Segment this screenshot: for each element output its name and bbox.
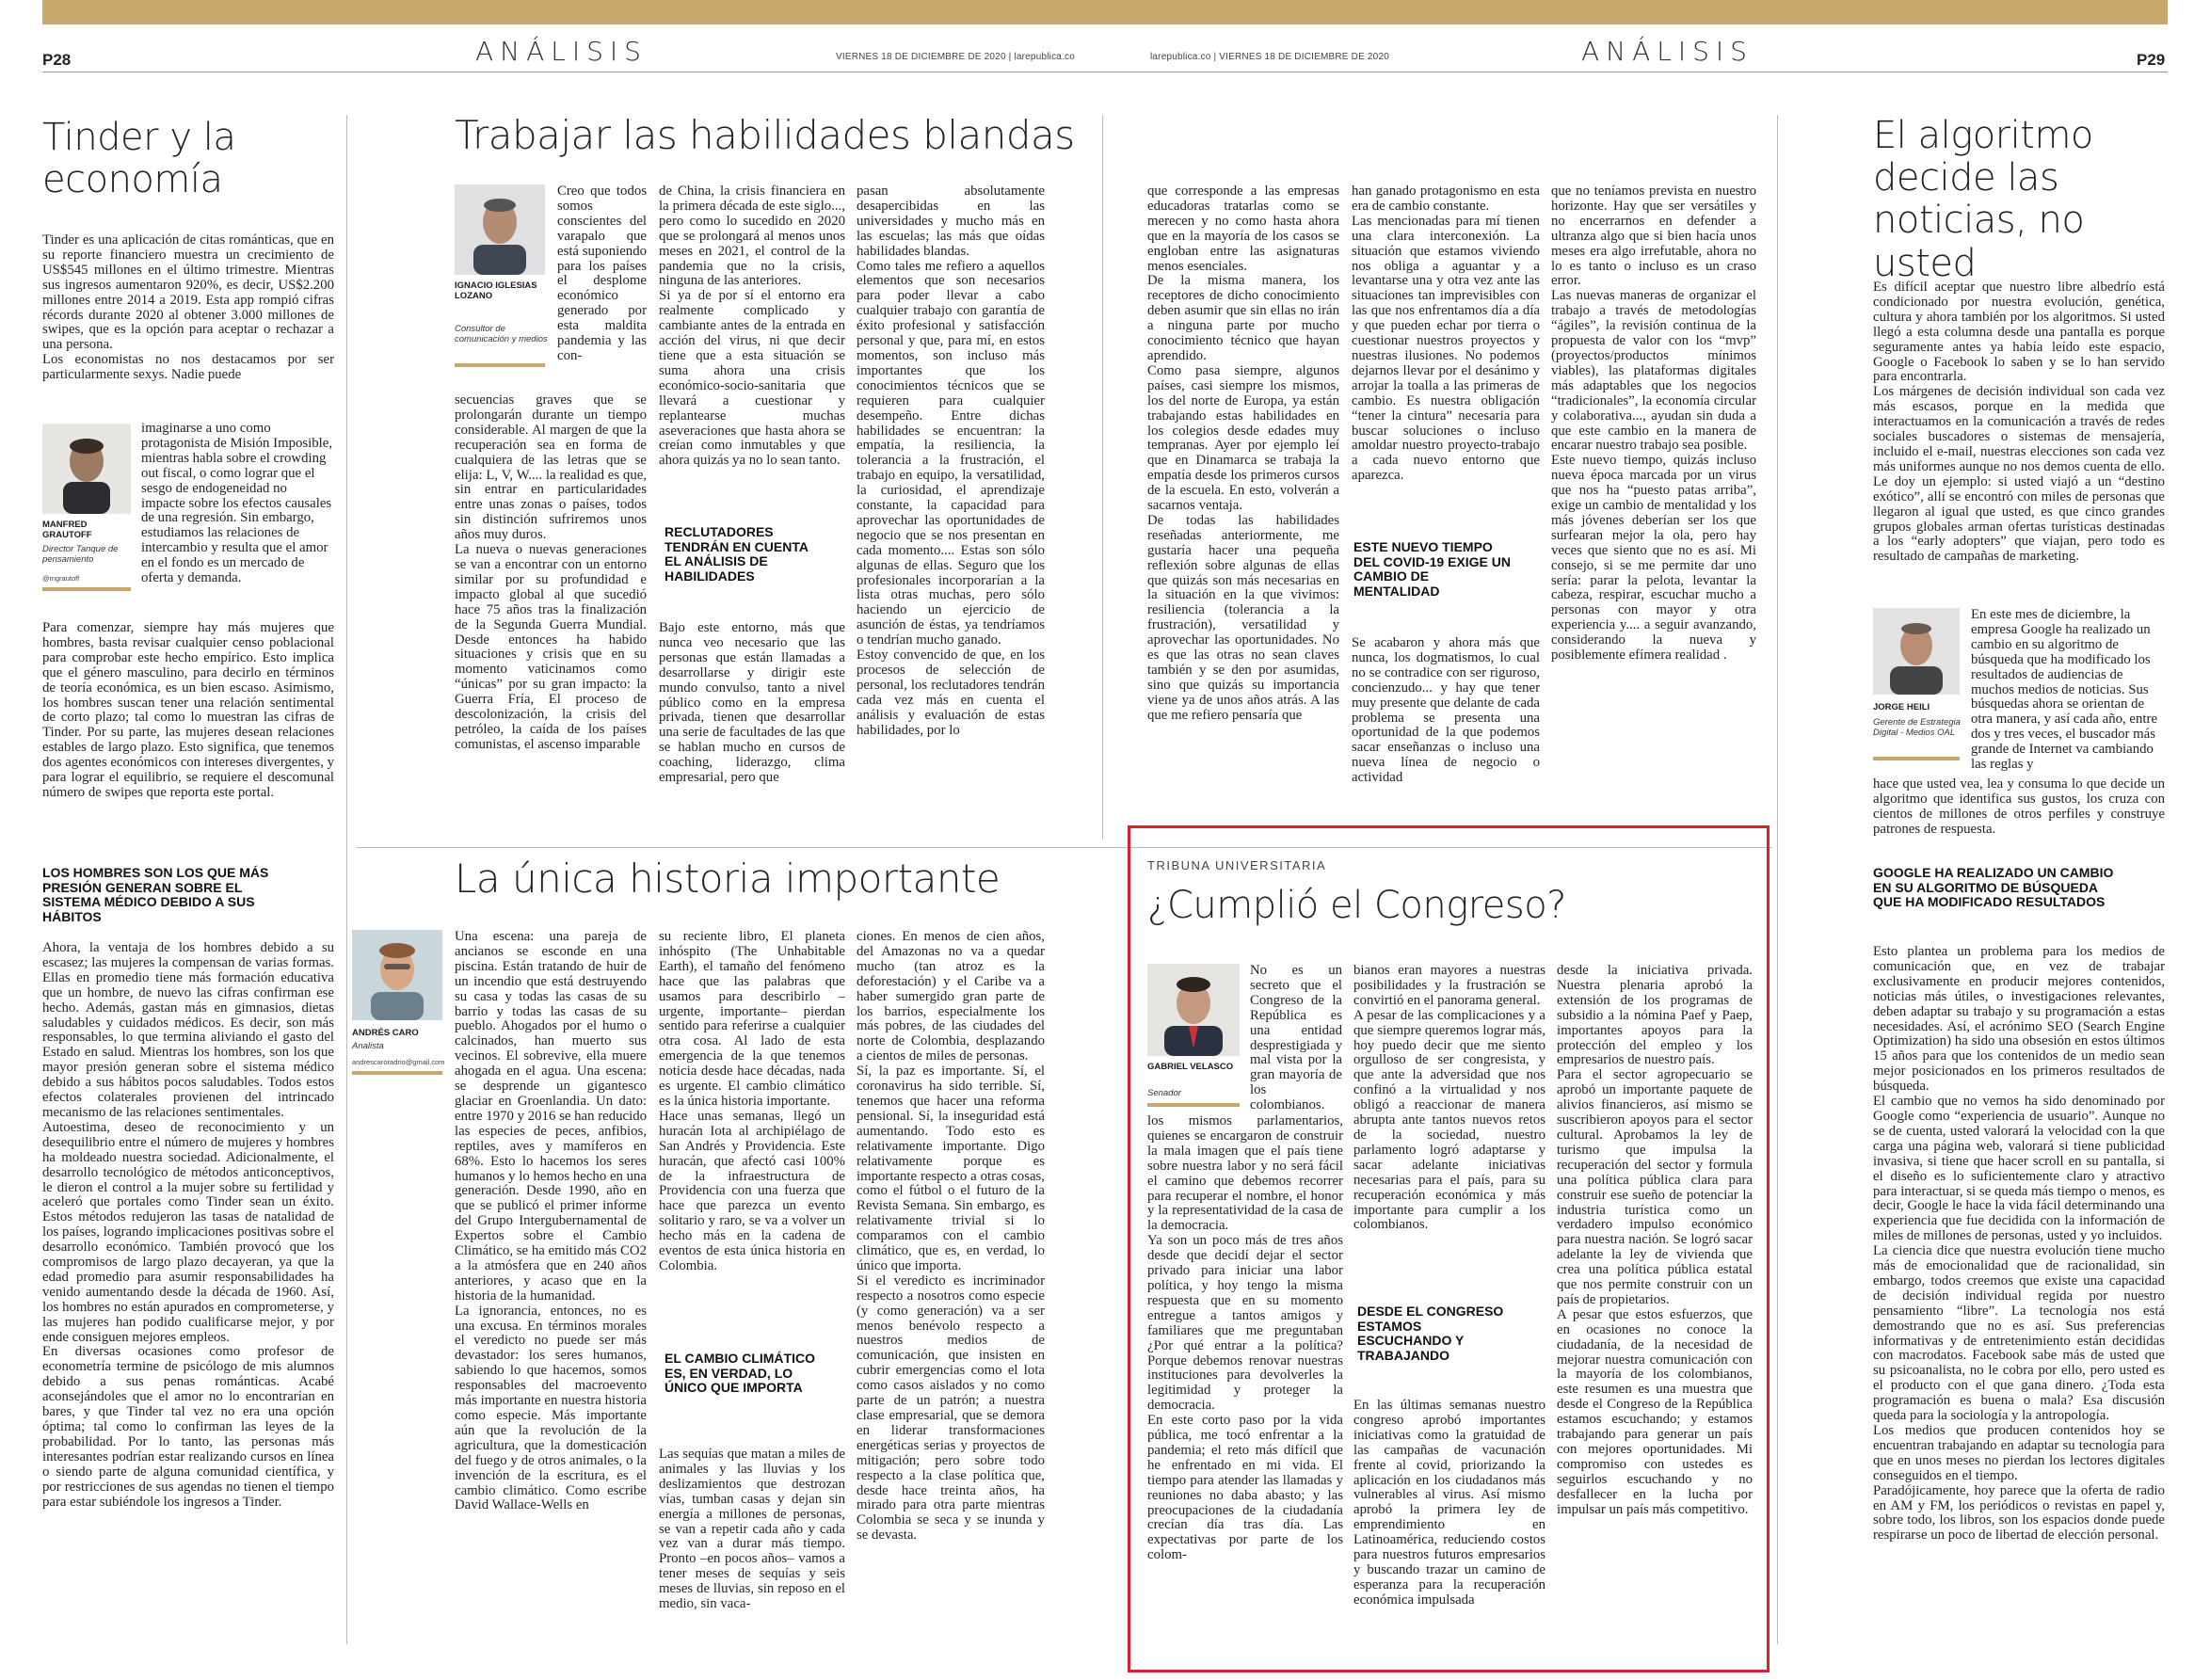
article-body: hace que usted vea, lea y consuma lo que decide un algoritmo que identifica sus gustos, los cruza con cientos de millones de otros perfiles y construye patrones de respuesta. [1873,777,2165,837]
article-subhead: ESTE NUEVO TIEMPO DEL COVID-19 EXIGE UN CAMBIO DE MENTALIDAD [1353,539,1512,599]
author-handle: @mgrautoff [42,574,80,583]
article-body: pasan absolutamente desapercibidas en las universidades y mucho más en las escuelas; las más que oídas habilidades blandas. Como tales me refiero a aquellos elementos que son necesarios para poder llevar a cabo cualquier trabajo con garantía de éxito profesional y satisfacción personal y que, para mí, en estos momentos, son incluso más importantes que los conocimientos técnicos que se requieren para cualquier desempeño. Entre dichas habilidades se encuentran: la empatía, la resiliencia, la tolerancia a la frustración, el trabajo en equipo, la versatilidad, la curiosidad, el aprendizaje constante, la capacidad para aprovechar las oportunidades de negocio que se nos presentan en cada momento.... Estas son sólo algunas de ellas. Seguro que los profesionales incorporarían a la lista otras muchas, pero sólo haciendo un ejercicio de asunción de éstas, ya tendríamos o tendrían mucho ganado. Estoy convencido de que, en los procesos de selección de personal, los reclutadores tendrán cada vez más en cuenta el análisis y evaluación de estas habilidades, por lo [857,184,1045,738]
author-accent-bar [352,1071,442,1075]
author-photo [455,184,545,275]
author-photo [1147,964,1240,1056]
dateline-left: VIERNES 18 DE DICIEMBRE DE 2020 | larepublica.co [836,52,1075,62]
article-title: Tinder y la economía [42,116,236,202]
article-body: de China, la crisis financiera en la primera década de este siglo..., pero como lo sucedido en 2020 que se prolongará al menos unos meses en 2021, el control de la pandemia que no la crisis, ninguna de las anteriores. Si ya de por sí el entorno era realmente complicado y cambiante antes de la entrada en acción del virus, ni que decir tiene que a esta situación se suma ahora una crisis económico-socio-sanitaria que llevará a cuestionar y replantearse muchas aseveraciones que hasta ahora se creían como inmutables y que ahora quizás ya no lo sean tanto. [659,184,845,469]
article-body: que corresponde a las empresas educadoras tratarlas como se merecen y no como hasta ahora que en la mayoría de los casos se engloban entre las asignaturas menos esenciales. De la misma manera, los receptores de dicho conocimiento deben asumir que sin ellas no irán a ninguna parte por mucho conocimiento técnico que hayan aprendido. Como pasa siempre, algunos países, casi siempre los mismos, los del norte de Europa, ya están trabajando estas habilidades en los colegios desde edades muy tempranas. Ayer por ejemplo leí que en Dinamarca se trabaja la empatía desde los primeros cursos de la escuela. En esto, volverán a sacarnos ventaja. De todas las habilidades reseñadas anteriormente, me gustaría hacer una pequeña reflexión sobre algunas de ellas que quizás son más necesarias en la situación en la que vivimos: resiliencia (tolerancia a la frustración), versatilidad y aprovechar las oportunidades. No es que las otras no sean claves también y se den por asumidas, sino que quizás su importancia viene ya de unos años atrás. A las que me refiero pensaría que [1147,184,1339,723]
article-body: En las últimas semanas nuestro congreso aprobó importantes iniciativas como la gratuidad de las campañas de vacunación frente al covid, priorizando la aplicación en los ciudadanos más vulnerables al virus. Así mismo aprobó la primera ley de emprendimiento en Latinoamérica, reduciendo costos para nuestros futuros empresarios y buscando trazar un camino de esperanza para la recuperación económica impulsada [1353,1399,1545,1608]
top-accent-bar [42,0,2168,24]
author-role: Analista [352,1041,384,1051]
article-title: Trabajar las habilidades blandas [455,112,1075,158]
article-body: Se acabaron y ahora más que nunca, los dogmatismos, lo cual no se contradice con ser riguroso, concienzudo... y hay que tener muy presente que delante de cada problema se presenta una oportunidad de la que podemos sacar enseñanzas o incluso una nueva línea de negocio o actividad [1352,636,1540,786]
article-body: desde la iniciativa privada. Nuestra plenaria aprobó la extensión de los programas de subsidio a la nómina Paef y Paep, importantes apoyos para la protección del empleo y los empresarios de nuestro país. Para el sector agropecuario se aprobó un importante paquete de alivios financieros, así mismo se suscribieron apoyos para el sector cultural. Aprobamos la ley de turismo que impulsa la recuperación del sector y formula una política pública clara para construir ese sueño de potenciar la industria turística como un verdadero impulso económico para nuestra nación. Se logró sacar adelante la ley de vivienda que crea una política pública estatal que nos permite construir con un país de propietarios. A pesar que estos esfuerzos, que en ocasiones no conoce la ciudadanía, de la necesidad de mejorar nuestra comunicación con la mayoría de los colombianos, este resumen es una muestra que desde el Congreso de la República estamos escuchando; y estamos trabajando para generar un país con mejores oportunidades. Mi compromiso con ustedes es seguirlos escuchando y no desfallecer en la lucha por impulsar un país más competitivo. [1557,964,1753,1517]
author-accent-bar [455,363,545,367]
author-photo [1873,608,1960,695]
divider [1777,115,1778,1644]
author-role: Director Tanque de pensamiento [42,544,119,565]
article-body: los mismos parlamentarios, quienes se encargaron de construir la mala imagen que el país tiene sobre nuestra labor y no será fácil el camino que debemos recorrer para recuperar el nombre, el honor y la representatividad de la casa de la democracia. Ya son un poco más de tres años desde que decidí dejar el sector privado para iniciar una labor política, y hoy tengo la misma respuesta que en su momento entregue a tantos amigos y familiares que me preguntaban ¿Por qué entrar a la política? Porque debemos renovar nuestras instituciones para devolverles la legitimidad y proteger la democracia. En este corto paso por la vida pública, me tocó enfrentar a la pandemia; el reto más difícil que he enfrentado en mi vida. El tiempo para atender las llamadas y reuniones no daba abasto; y las preocupaciones de la ciudadanía crecían día tras día. Las expectativas por parte de los colom- [1147,1114,1343,1563]
article-title: ¿Cumplió el Congreso? [1147,884,1566,927]
article-body: En este mes de diciembre, la empresa Google ha realizado un cambio en su algoritmo de búsqueda que ha modificado los resultados de audiencias de muchos medios de noticias. Sus búsquedas ahora se orientan de otra manera, y así cada año, entre dos y tres veces, el buscador más grande de Internet va cambiando las reglas y [1971,608,2158,773]
article-body: Una escena: una pareja de ancianos se esconde en una piscina. Están tratando de huir de un incendio que está destruyendo su casa y todas las casas de su barrio y todas las casas de su pueblo. Ahogados por el humo o calcinados, han muerto sus vecinos. El sobrevive, ella muere ahogada en el agua. Una escena: se desprende un gigantesco glaciar en Groenlandia. Un dato: entre 1970 y 2016 se han reducido las especies de peces, anfibios, reptiles, aves y mamíferos en 68%. Esto lo hacemos los seres humanos y lo hemos hecho en una generación. Desde 1990, año en que se publicó el primer informe del Grupo Intergubernamental de Expertos sobre el Cambio Climático, se ha emitido más CO2 a la atmósfera que en 240 años anteriores, y acaso que en la historia de la humanidad. La ignorancia, entonces, no es una excusa. En términos morales el veredicto no puede ser más devastador: los seres humanos, sabiendo lo que hacemos, somos responsables del macroevento más importante en nuestra historia como especie. Más importante aún que la revolución de la agricultura, que la domesticación del fuego y de otros animales, o la invención de la escritura, es el cambio climático. Como escribe David Wallace-Wells en [455,930,647,1513]
author-role: Gerente de Estrategia Digital - Medios OAL [1873,717,1961,738]
article-body: Para comenzar, siempre hay más mujeres que hombres, basta revisar cualquier censo poblacional para comprobar este hecho empírico. Esto implica que el género masculino, para decirlo en términos de teoría económica, es un bien escaso. Asimismo, los hombres suscan tener una relación sentimental de corto plazo; tal como lo muestran las cifras de Tinder. Por su parte, las mujeres desean relaciones estables de largo plazo. Esto significa, que tenemos dos agentes económicos con intereses divergentes, y para lograr el equilibrio, se requiere el descomunal número de swipes que reporta este portal. [42,621,334,800]
article-body: Ahora, la ventaja de los hombres debido a su escasez; las mujeres la compensan de varias formas. Ellas en promedio tiene más formación educativa que un hombre, de nuevo las cifras confirman ese hecho. Además, gastan más en gimnasios, dietas saludables y cuidados médicos. Es decir, son más responsables, lo que termina aliviando el gasto del Estado en salud. Mientras los hombres, son los que mayor presión generan sobre el sistema médico debido a sus hábitos pocos saludables. Todos estos efectos colaterales provienen del intrincado mecanismo de las relaciones sentimentales. Autoestima, deseo de reconocimiento y un desequilibrio entre el número de mujeres y hombres ha moldeado nuestra sociedad. Adicionalmente, el desarrollo tecnológico de métodos anticonceptivos, le dieron el control a la mujer sobre su fertilidad y aceleró que portales como Tinder sean un éxito. Estos métodos redujeron las tasas de natalidad de los países, logrando implicaciones positivas sobre el desarrollo económico. También provocó que los compromisos de largo plazo decayeran, ya que la edad promedio para asumir responsabilidades ha venido aumentando desde la década de 1960. Así, los hombres no están apurados en comprometerse, y las mujeres han podido cualificarse mejor, y por ende consiguen mejores empleos. En diversas ocasiones como profesor de econometría termine de psicólogo de mis alumnos debido a sus penas románticas. Acabé aconsejándoles que el amor no lo encontrarían en bares, y que Tinder tal vez no era una opción óptima; tal como lo confirman las leyes de la probabilidad. Por lo tanto, las personas más interesantes podrían estar realizando cursos en línea o siendo parte de alguna comunidad científica, y por restricciones de sus agendas no tienen el tiempo para estar subiéndole los ingresos a Tinder. [42,941,334,1510]
author-name: JORGE HEILI [1873,702,1930,712]
author-name: IGNACIO IGLESIAS LOZANO [455,280,537,301]
page-number-left: P28 [42,51,72,69]
article-body: ciones. En menos de cien años, del Amazonas no va a quedar mucho (tan atroz es la deforestación) y el Caribe va a haber sumergido gran parte de los barrios, especialmente los más pobres, de las ciudades del norte de Colombia, desplazando a cientos de miles de personas. Sí, la paz es importante. Sí, el coronavirus ha sido terrible. Sí, tenemos que hacer una reforma pensional. Sí, la inseguridad está aumentando. Todo esto es relativamente importante. Digo relativamente porque es importante respecto a otras cosas, como el fútbol o el futuro de la Revista Semana. Sin embargo, es relativamente trivial si lo comparamos con el cambio climático, que es, en verdad, lo único que importa. Si el veredicto es incriminador respecto a nosotros como especie (y como generación) va a ser menos benévolo respecto a nuestros medios de comunicación, que insisten en cubrir emergencias como el lota como casos aislados y no como parte de un patrón; a nuestra clase empresarial, que se demora en liderar transformaciones energéticas serias y proyectos de mitigación; pero sobre todo respecto a la clase política que, desde hace treinta años, ha mirado para otra parte mientras Colombia se seca y se inunda y se devasta. [857,930,1045,1544]
article-body: Tinder es una aplicación de citas románticas, que en su reporte financiero muestra un crecimiento de US$545 millones en el último trimestre. Mientras sus ingresos aumentaron 920%, es decir, US$2.200 millones entre 2014 a 2019. Esta app rompió cifras récords durante 2020 al obtener 3.000 millones de swipes, que es la opción para aceptar o rechazar a una persona. Los economistas no nos destacamos por ser particularmente sexys. Nadie puede [42,233,334,383]
article-body: han ganado protagonismo en esta era de cambio constante. Las mencionadas para mí tienen una clara interconexión. La situación que estamos viviendo nos obliga a aguantar y a levantarse una y otra vez ante las situaciones tan imprevisibles con las que nos enfrentamos día a día y que pueden echar por tierra o cuestionar nuestros proyectos y nuestras ilusiones. No podemos dejarnos llevar por el desánimo y arrojar la toalla a las primeras de cambio. Es nuestra obligación “tener la cintura” necesaria para buscar soluciones o incluso amoldar nuestro proyecto-trabajo a cada nuevo entorno que aparezca. [1352,184,1540,484]
article-title: La única historia importante [455,856,1001,902]
article-body: Es difícil aceptar que nuestro libre albedrío está condicionado por nuestra evolución, genética, cultura y ahora también por los algoritmos. Si usted llegó a esta columna desde una pantalla es porque seguramente antes ya había leído este espacio, Google o Facebook lo saben y se lo han servido para encontrarla. Los márgenes de decisión individual son cada vez más escasos, porque en la medida que interactuamos en la comunicación a través de redes sociales buscadores o sistemas de mensajería, incluido el e-mail, nuestras elecciones son cada vez más uniformes aunque no nos demos cuenta de ello. Le doy un ejemplo: si usted viajó a un “destino exótico”, allí se encontró con miles de personas que llegaron al igual que usted, es que cinco grandes grupos globales arman ofertas turísticas destinadas a los “early adopters” que viajan, pero todo es resultado de campañas de marketing. [1873,280,2165,565]
article-body: secuencias graves que se prolongarán durante un tiempo considerable. Al margen de que la recuperación sea en forma de cualquiera de las letras que se elija: L, V, W.... la realidad es que, sin entrar en particularidades entre unas zonas o países, todos sin distinción sufriremos unos años muy duros. La nueva o nuevas generaciones se van a encontrar con un entorno similar por su profundidad e impacto global al que sucedió hace 75 años tras la finalización de la Segunda Guerra Mundial. Desde entonces ha habido situaciones y crisis que en su momento vaticinamos como “únicas” por su gran impacto: la Guerra Fría, El proceso de descolonización, la crisis del petróleo, la caída de los países comunistas, el ascenso imparable [455,393,647,752]
article-body: No es un secreto que el Congreso de la República es una entidad desprestigiada y mal vista por la gran mayoría de los colombianos. [1250,964,1342,1113]
article-subhead: GOOGLE HA REALIZADO UN CAMBIO EN SU ALGORITMO DE BÚSQUEDA QUE HA MODIFICADO RESULTADOS [1873,865,2114,909]
article-body: que no teníamos prevista en nuestro horizonte. Hay que ser versátiles y no encerrarnos en defender a ultranza algo que si bien hacía unos meses era algo irrefutable, ahora no lo es tanto o incluso es un craso error. Las nuevas maneras de organizar el trabajo a través de metodologías “ágiles”, la revisión continua de la propuesta de valor con los “mvp” (proyectos/productos mínimos viables), las plataformas digitales más adaptables que los negocios “tradicionales”, la economía circular y colaborativa..., ayudan sin duda a que este cambio en la manera de encarar nuestro trabajo sea posible. Este nuevo tiempo, quizás incluso nueva época marcada por un virus que nos ha “puesto patas arriba”, exige un cambio de mentalidad y los más jóvenes deberían ser los que surfearan mejor la ola, pero hay veces que siento que no es así. Mi consejo, si se me permite dar uno sería: parar la pelota, levantar la cabeza, respirar, escuchar mucho a personas con mayor y otra experiencia y.... a seguir avanzando, considerando la nueva y posiblemente efímera realidad . [1551,184,1756,664]
section-title-right: ANÁLISIS [1581,36,1754,67]
article-body: Esto plantea un problema para los medios de comunicación que, en vez de trabajar exclusivamente en producir mejores contenidos, noticias más útiles, o investigaciones relevantes, deben adaptar su trabajo y su programación a estas necesidades. Así, el acrónimo SEO (Search Engine Optimization) ha sido una obsesión en estos últimos 15 años para que los contenidos de un medio sean mejor posicionados en los primeros resultados de búsqueda. El cambio que no vemos ha sido denominado por Google como “experiencia de usuario”. Aunque no se de cuenta, usted valorará la velocidad con la que carga una página web, valorará si tiene publicidad invasiva, si tiene que hacer scroll en su pantalla, si el diseño es lo suficientemente claro y atractivo para interactuar, si se queda más tiempo o menos, es decir, Google le hace la vida fácil determinando una experiencia que fue decidida con la información de miles de millones de personas, usted y yo incluidos. La ciencia dice que nuestra evolución tiene mucho más de emocionalidad que de racionalidad, sin embargo, todos creemos que existe una capacidad de decisión individual regida por nuestro pensamiento “libre”. La tecnología nos está demostrando que no es así. Sus preferencias informativas y de entretenimiento están decididas con macrodatos. Facebook sabe más de usted que su psicoanalista, no le cobra por ello, pero usted es el producto con el que gana dinero. ¿Toda esta programación es buena o mala? Esa discusión queda para la sociología y la antropología. Los medios que producen contenidos hoy se encuentran trabajando en adaptar su tecnología para que en unos meses no pierdan los lectores digitales conseguidos en el tiempo. Paradójicamente, hoy parece que la oferta de radio en AM y FM, los periódicos o revistas en papel y, sobre todo, los libros, son los espacios donde puede respirarse un poco de libertad de elección personal. [1873,945,2165,1544]
author-role: Senador [1147,1088,1181,1098]
article-kicker: TRIBUNA UNIVERSITARIA [1147,858,1327,872]
author-name: ANDRÉS CARO [352,1028,419,1038]
author-handle: andrescaroradrio@gmail.com [352,1058,445,1066]
article-body: su reciente libro, El planeta inhóspito (The Unhabitable Earth), el tamaño del fenómeno hace que las palabras que usamos para describirlo –urgente, importante– pierdan sentido para referirse a cualquier otra cosa. Al lado de esta emergencia de la que tenemos noticia desde hace décadas, nada es urgente. El cambio climático es la única historia importante. Hace unas semanas, llegó un huracán Iota al archipiélago de San Andrés y Providencia. Este huracán, que afectó casi 100% de la infraestructura de Providencia con una fuerza que hace que parezca un evento solitario y raro, se va a volver un hecho más en la cadena de eventos de esta única historia en Colombia. [659,930,845,1273]
article-title: El algoritmo decide las noticias, no usted [1873,114,2093,285]
section-title-left: ANÁLISIS [475,36,648,67]
author-role: Consultor de comunicación y medios [455,324,548,344]
article-body: Creo que todos somos conscientes del varapalo que está suponiendo para los países el desplome económico generado por esta maldita pandemia y las con- [557,184,647,363]
author-accent-bar [42,587,131,591]
article-body: Las sequías que matan a miles de animales y las lluvias y los deslizamientos que destrozan vías, tumban casas y dejan sin energía a millones de personas, se van a repetir cada año y cada vez van a durar más tiempo. Pronto –en pocos años– vamos a tener meses de sequías y seis meses de lluvias, sin reposo en el medio, sin vaca- [659,1448,845,1612]
author-accent-bar [1147,1103,1240,1107]
author-photo [352,930,442,1020]
article-subhead: DESDE EL CONGRESO ESTAMOS ESCUCHANDO Y TRABAJANDO [1357,1304,1504,1363]
article-body: bianos eran mayores a nuestras posibilidades y la frustración se convirtió en el panorama general. A pesar de las complicaciones y a que siempre queremos lograr más, hoy puedo decir que me siento orgulloso de ser congresista, y que ante la adversidad que nos confinó a la virtualidad y nos obligó a reaccionar de manera abrupta ante tantos nuevos retos de la sociedad, nuestro parlamento logró adaptarse y sacar adelante iniciativas necesarias para el país, para su recuperación económica y más importante para cumplir a los colombianos. [1353,964,1545,1233]
author-name: MANFRED GRAUTOFF [42,520,92,540]
dateline-right: larepublica.co | VIERNES 18 DE DICIEMBRE DE 2020 [1150,52,1389,62]
author-accent-bar [1873,757,1960,760]
article-subhead: EL CAMBIO CLIMÁTICO ES, EN VERDAD, LO ÚNICO QUE IMPORTA [665,1351,815,1395]
page-number-right: P29 [2137,51,2166,69]
article-subhead: LOS HOMBRES SON LOS QUE MÁS PRESIÓN GENERAN SOBRE EL SISTEMA MÉDICO DEBIDO A SUS HÁBITOS [42,865,269,924]
divider [1102,115,1103,840]
article-body: imaginarse a uno como protagonista de Misión Imposible, mientras habla sobre el crowding out fiscal, o como lograr que el sesgo de endogeneidad no impacte sobre los efectos causales de una regresión. Sin embargo, estudiamos las relaciones de intercambio y resulta que el amor en el fondo es un mercado de oferta y demanda. [141,422,333,586]
author-photo [42,424,131,514]
article-body: Bajo este entorno, más que nunca veo necesario que las personas que están llamadas a desarrollarse y dirigir este mundo convulso, tanto a nivel público como en la empresa privada, tienen que desarrollar una serie de facultades de las que se hablan mucho en cursos de coaching, liderazgo, clima empresarial, pero que [659,621,845,786]
article-subhead: RECLUTADORES TENDRÁN EN CUENTA EL ANÁLISIS DE HABILIDADES [665,524,809,584]
divider [346,115,347,1644]
author-name: GABRIEL VELASCO [1147,1062,1234,1072]
